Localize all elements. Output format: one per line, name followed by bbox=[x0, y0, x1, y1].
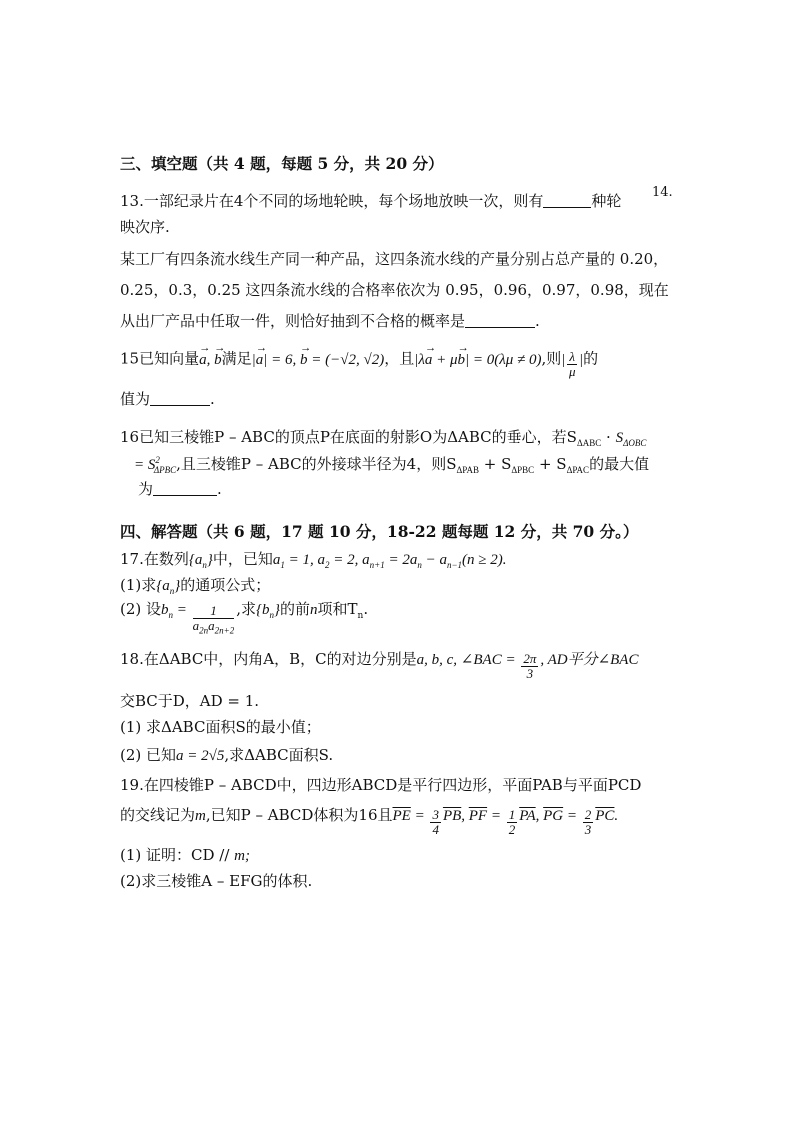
q17-part2-b: ,求 bbox=[236, 600, 257, 618]
q15-prefix: 15已知向量 bbox=[120, 349, 200, 368]
q16-line2-text: ,且三棱锥P – ABC的外接球半径为4，则S bbox=[176, 455, 457, 473]
q17-text: 17.在数列 bbox=[120, 550, 189, 568]
q15-cond: ，且 bbox=[384, 349, 415, 368]
q18-line2: 交BC于D，AD = 1. bbox=[120, 692, 260, 710]
q15-suffix: 的 bbox=[583, 349, 599, 368]
q19-line1: 19.在四棱锥P – ABCD中，四边形ABCD是平行四边形，平面PAB与平面PCD bbox=[120, 776, 642, 794]
q15-answer-blank[interactable] bbox=[150, 405, 210, 406]
q15-mid: 满足 bbox=[221, 349, 252, 368]
q17-text-b: 中，已知 bbox=[212, 550, 273, 568]
q17-part2-d: 项和T bbox=[317, 600, 358, 618]
q13-line1 bbox=[120, 194, 621, 209]
q15-line2-text: 值为 bbox=[120, 390, 151, 408]
q18-part2-b: ,求ΔABC面积S. bbox=[224, 746, 334, 764]
q17-part1-a: (1)求 bbox=[120, 576, 157, 594]
q18-part1: (1) 求ΔABC面积S的最小值； bbox=[120, 718, 321, 736]
q16-line3: 为 . bbox=[138, 480, 222, 498]
q18-part2-a: (2) 已知 bbox=[120, 746, 177, 764]
q13-text: 13.一部纪录片在4个不同的场地轮映，每个场地放映一次，则有 bbox=[120, 192, 544, 210]
q19-part2: (2)求三棱锥A – EFG的体积. bbox=[120, 872, 313, 890]
q13-line2: 映次序. bbox=[120, 218, 170, 236]
q14-line3-text: 从出厂产品中任取一件，则恰好抽到不合格的概率是 bbox=[120, 312, 466, 330]
q16-line2: = $S^2_{\Delta PBC}$,且三棱锥P – ABC的外接球半径为4，则$S_{\Delta PAB} + S_{\Delta PBC} + S_{\Delta PAC}$的最大值 bbox=[134, 455, 650, 475]
q18-line1: 18.在ΔABC中，内角A，B，C的对边分别是a, b, c, ∠BAC = $\frac{2\pi}{3}$ , AD平分∠BAC bbox=[120, 650, 639, 681]
q16-line1: 16已知三棱锥P – ABC的顶点P在底面的射影O为ΔABC的垂心，若$S_{\Delta ABC} \cdot S_{\Delta OBC}$ bbox=[120, 428, 647, 448]
q18-part2: (2) 已知a = 2√5,求ΔABC面积S. bbox=[120, 746, 334, 764]
q17-part2-a: (2) 设 bbox=[120, 600, 162, 618]
q17-part1: (1)求$\{a_n\}$的通项公式； bbox=[120, 576, 271, 596]
q19-line2-b: ,已知P – ABCD体积为16且 bbox=[205, 806, 393, 824]
q19-part1-text: (1) 证明：CD // bbox=[120, 846, 235, 864]
section4-heading: 四、解答题（共 6 题，17 题 10 分，18-22 题每题 12 分，共 70 分。） bbox=[120, 522, 639, 541]
q16-line3-text: 为 bbox=[138, 480, 154, 498]
q14-line3: 从出厂产品中任取一件，则恰好抽到不合格的概率是 . bbox=[120, 312, 540, 330]
q14-line2: 0.25，0.3，0.25 这四条流水线的合格率依次为 0.95，0.96，0.97，0.98，现在 bbox=[120, 281, 669, 299]
q15-line2: 值为 . bbox=[120, 390, 215, 408]
q19-line2-a: 的交线记为 bbox=[120, 806, 196, 824]
q16-answer-blank[interactable] bbox=[153, 495, 217, 496]
q17-part1-b: 的通项公式； bbox=[180, 576, 271, 594]
q14-line1: 某工厂有四条流水线生产同一种产品，这四条流水线的产量分别占总产量的 0.20， bbox=[120, 250, 669, 268]
q17-part2: (2) 设$b_n$ = $\frac{1}{a_{2n}a_{2n+2}}$ ,求$\{b_n\}$的前n项和$T_n$. bbox=[120, 600, 369, 636]
q16-line1-text: 16已知三棱锥P – ABC的顶点P在底面的射影O为ΔABC的垂心，若S bbox=[120, 428, 577, 446]
q15-then: ,则 bbox=[541, 349, 562, 368]
q18-line1-text: 18.在ΔABC中，内角A，B，C的对边分别是 bbox=[120, 650, 417, 668]
q14-answer-blank[interactable] bbox=[465, 327, 535, 328]
q14-number-side: 14. bbox=[652, 185, 673, 200]
q13-answer-blank[interactable] bbox=[543, 207, 591, 208]
q16-line2-end: 的最大值 bbox=[589, 455, 650, 473]
section3-heading: 三、填空题（共 4 题，每题 5 分，共 20 分） bbox=[120, 154, 444, 173]
q19-line2: 的交线记为m,已知P – ABCD体积为16且$\overline{PE}$ = $\frac{3}{4}$ $\overline{PB}$, $\overline{PF}$ = $\frac{1}{2}$ $\overline{PA}$, $\overline{PG}$ = $\frac{2}{3}$ $\overline{PC}$. bbox=[120, 806, 619, 837]
q17-part2-e: . bbox=[363, 600, 369, 618]
q17-line1: 17.在数列$\{a_n\}$中，已知$a_1 = 1$, $a_2 = 2$, $a_{n+1} = 2a_n - a_{n-1}(n \ge 2)$. bbox=[120, 550, 507, 570]
q13-text-b: 种轮 bbox=[591, 192, 622, 210]
q17-part2-c: 的前 bbox=[280, 600, 311, 618]
q19-part1: (1) 证明：CD // m; bbox=[120, 846, 250, 864]
q15-line1: 15已知向量→ a, → b满足|→ a| = 6, → b = (−√2, √2)，且|λ→ a + μ→ b| = 0(λμ ≠ 0),则| $\frac{\lambda}{\mu}$ |的 bbox=[120, 350, 598, 378]
